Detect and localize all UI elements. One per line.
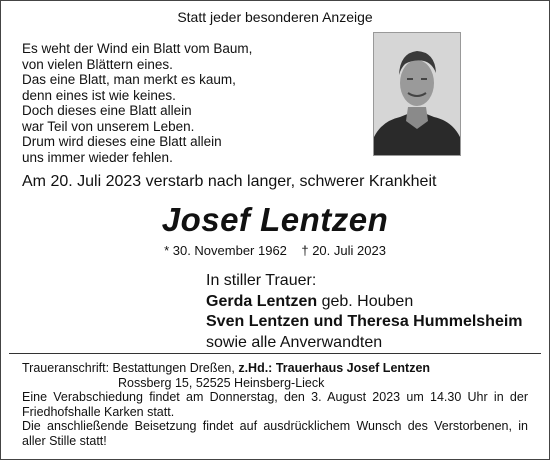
address-street: Rossberg 15, 52525 Heinsberg-Lieck [118,375,325,390]
relatives-line: sowie alle Anverwandten [206,333,383,351]
poem-line: uns immer wieder fehlen. [22,149,173,165]
poem-line: Das eine Blatt, man merkt es kaum, [22,72,236,87]
notice-header: Statt jeder besonderen Anzeige [177,9,373,25]
farewell-info: Eine Verabschiedung findet am Donnerstag, den 3. August 2023 um 14.30 Uhr in der Friedhofshalle Karken statt. [22,390,528,419]
portrait-photo [373,32,461,156]
mourner-note: geb. Houben [317,292,414,310]
poem-line: Es weht der Wind ein Blatt vom Baum, [22,41,253,56]
mourner-name: Sven Lentzen und Theresa Hummelsheim [206,313,523,330]
funeral-home: Bestattungen Dreßen, [112,361,239,375]
mourning-intro: In stiller Trauer: [206,272,317,289]
deceased-name: Josef Lentzen [161,201,389,238]
service-info [22,390,528,448]
poem-line: war Teil von unserem Leben. [22,118,195,134]
address-label: Traueranschrift: [22,361,113,375]
death-statement: Am 20. Juli 2023 verstarb nach langer, schwerer Krankheit [22,173,437,190]
poem-line: von vielen Blättern eines. [22,56,173,72]
mourner-line [206,292,523,313]
life-dates: * 30. November 1962 † 20. Juli 2023 [164,243,386,258]
mourning-address [22,361,430,390]
address-row [22,361,430,376]
poem-line: Doch dieses eine Blatt allein [22,103,192,118]
poem [22,41,252,165]
mourners-block [206,271,523,353]
mourner-name: Gerda Lentzen [206,292,318,310]
portrait-silhouette [374,33,460,155]
poem-line: denn eines ist wie keines. [22,87,176,103]
divider [9,353,541,354]
mourner-line [206,312,523,333]
poem-line: Drum wird dieses eine Blatt allein [22,134,222,149]
burial-info: Die anschließende Beisetzung findet auf ausdrücklichem Wunsch des Verstorbenen, in aller Stille statt! [22,419,528,448]
care-of: z.Hd.: Trauerhaus Josef Lentzen [238,361,431,375]
